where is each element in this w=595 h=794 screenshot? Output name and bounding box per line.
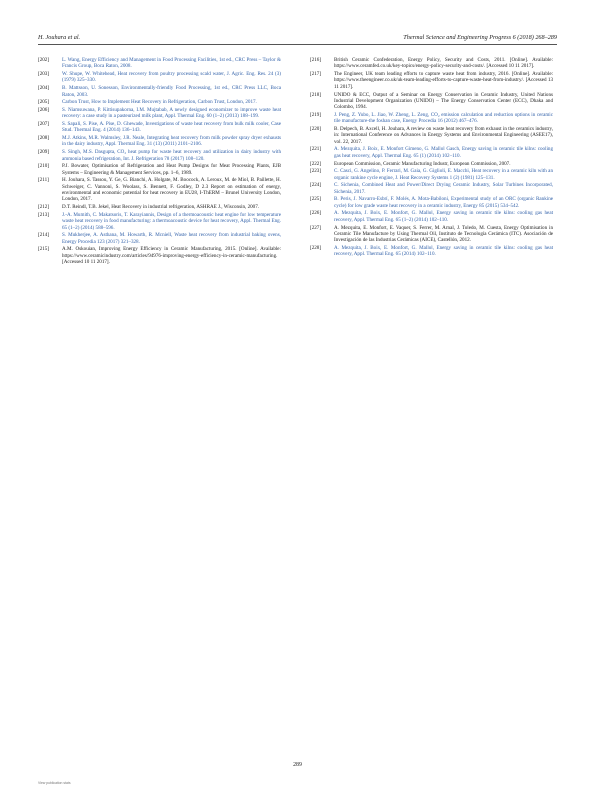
reference-item[interactable]: [38, 85, 281, 98]
references-left-column: [38, 57, 281, 267]
reference-text: P.J. Bowater, Optimisation of Refrigeration and Heat Pump Designs for Meat Processing Plants, EJB Systems – Engineering & Management Services, pp. 1–6, 1989.: [62, 163, 281, 176]
reference-number: [213]: [38, 211, 50, 218]
reference-item: [38, 246, 281, 265]
reference-link[interactable]: B. Peris, J. Navarro-Esbrí, F. Molés, A. Mota-Babiloni, Experimental study of an ORC (organic Rankine cycle) for low grade waste heat recovery in a ceramic industry, Energy 85 (2015) 534–542.: [334, 196, 553, 209]
reference-link[interactable]: C. Casci, G. Angelino, P. Ferrari, M. Gaia, G. Giglioli, E. Macchi, Heat recovery in a ceramic kiln with an organic rankine cycle engine, J. Heat Recovery Systems 1 (2) (1981) 125–131.: [334, 168, 553, 181]
reference-item: [310, 126, 553, 145]
view-publication-stats-link[interactable]: View publication stats: [38, 781, 71, 785]
reference-text: H. Jouhara, S. Tassou, Y. Ge, G. Bianchi, A. Holgate, M. Boocock, A. Leroux, M. de Miol, B. Paillette, H. Schweiger, C. Vannoni, S. Woolass, S. Bennett, F. Godley, D 2.3 Report on estimation of energy, environmental and economic potential for heat recovery in EU28, I-ThERM – Brunel University London, London, 2017.: [62, 177, 281, 203]
header-rule: [38, 44, 557, 45]
reference-link[interactable]: A. Mezquita, J. Boix, E. Monfort, G. Mallol, Energy saving in ceramic tile kilns: cooling gas heat recovery, Appl. Thermal Eng. 65 (1–2) (2014) 102–110.: [334, 210, 553, 223]
reference-item: [38, 177, 281, 202]
reference-link[interactable]: S. Niamsuwana, P. Kittisupakorna, I.M. Mujtabab, A newly designed economizer to improve waste heat recovery: a case study in a pasteurized milk plant, Appl. Thermal Eng. 60 (1–2) (2013) 188–199.: [62, 106, 281, 120]
reference-link[interactable]: Carbon Trust, How to Implement Heat Recovery in Refrigeration, Carbon Trust, London, 2017.: [62, 99, 257, 106]
reference-text: The Engineer, UK team leading efforts to capture waste heat from industry, 2016. [Online]. Available: https://www.theengineer.co.uk/uk-team-leading-efforts-to-capture-waste-heat-from-industry/. [Accessed 13 11 2017].: [334, 71, 553, 90]
reference-text: A.M. Oskouian, Improving Energy Efficiency in Ceramic Manufacturing, 2015. [Online]. Available: https://www.ceramicindustry.com/articles/94976-improving-energy-efficiency-in-ceramic-manufacturing. [Accessed 10 11 2017].: [62, 246, 281, 266]
reference-number: [223]: [310, 168, 322, 175]
reference-text: B. Delpech, B. Axcell, H. Jouhara, A review on waste heat recovery from exhaust in the ceramics industry, in: International Conference on Advances in Energy Systems and Environmental Engineering (ASEE17), vol. 22, 2017.: [334, 126, 553, 145]
reference-number: [224]: [310, 182, 322, 189]
reference-number: [210]: [38, 163, 50, 170]
reference-item: [310, 225, 553, 244]
reference-text: A. Mezquita, E. Monfort, E. Vaquer, S. Ferrer, M. Arnal, J. Toledo, M. Cuesta, Energy Optimisation in Ceramic Tile Manufacture by Using Thermal Oil, Instituto de Tecnología Cerámica (ITC). Asociación de Investigación de las Industrias Cerámicas (AICE), Castellón, 2012.: [334, 224, 553, 244]
reference-item: [38, 163, 281, 176]
reference-item[interactable]: [310, 245, 553, 258]
reference-link[interactable]: B. Mattsson, U. Sonesson, Environmentally-friendly Food Processing, 1st ed., CRC Press LLC, Boca Raton, 2003.: [62, 85, 281, 98]
reference-item[interactable]: [38, 232, 281, 245]
reference-item[interactable]: [310, 196, 553, 209]
reference-number: [225]: [310, 196, 322, 203]
running-header-journal: Thermal Science and Engineering Progress 6 (2018) 268–289: [403, 34, 557, 41]
reference-item[interactable]: [38, 149, 281, 162]
reference-link[interactable]: W. Shupe, W. Whitehead, Heat recovery from poultry processing scald water, J. Agric. Eng. Res. 24 (3) (1979) 325–330.: [62, 71, 281, 84]
reference-text: D.T. Reindl, T.B. Jekel, Heat Recovery in industrial refrigeration, ASHRAE J., Wisconsin, 2007.: [62, 204, 260, 211]
reference-item: [310, 161, 553, 167]
reference-text: European Commission, Ceramic Manufacturing Industr, European Commission, 2007.: [334, 160, 511, 167]
reference-text: British Ceramic Confederation, Energy Policy, Security and Costs, 2011. [Online]. Available: https://www.ceramfed.co.uk/key-topics/energy-policy-security-and-costs/. [Accessed 10 11 2017].: [334, 57, 553, 70]
reference-number: [203]: [38, 71, 50, 78]
reference-item[interactable]: [38, 107, 281, 120]
reference-link[interactable]: S. Sapali, S. Pise, A. Pise, D. Ghewade, Investigations of waste heat recovery from bulk milk cooler, Case Stud. Thermal Eng. 4 (2014) 136–143.: [62, 121, 281, 134]
reference-number: [221]: [310, 146, 322, 153]
reference-item[interactable]: [310, 168, 553, 181]
reference-item[interactable]: [310, 112, 553, 125]
reference-number: [220]: [310, 126, 322, 132]
reference-item[interactable]: [38, 57, 281, 70]
running-header-authors: H. Jouhara et al.: [38, 34, 81, 41]
reference-number: [226]: [310, 210, 322, 217]
reference-item: [310, 92, 553, 111]
reference-number: [219]: [310, 111, 322, 118]
reference-number: [205]: [38, 99, 50, 106]
reference-item[interactable]: [38, 99, 281, 105]
reference-link[interactable]: A. Mezquita, J. Boix, E. Monfort, G. Mallol, Energy saving in ceramic tile kilns: cooling gas heat recovery, Appl. Thermal Eng. 65 (2014) 102–110.: [334, 244, 553, 258]
reference-number: [214]: [38, 232, 50, 239]
reference-link[interactable]: L. Wang, Energy Efficiency and Management in Food Processing Facilities, 1st ed., CRC Press – Taylor & Francis Group, Boca Raton, 2008.: [62, 57, 281, 70]
reference-item[interactable]: [310, 182, 553, 195]
reference-number: [218]: [310, 91, 322, 98]
reference-link[interactable]: A. Mezquita, J. Boix, E. Monfort Gimeno, G. Mallol Gasch, Energy saving in ceramic tile kilns: cooling gas heat recovery, Appl. Thermal Eng. 65 (1) (2014) 102–110.: [334, 146, 553, 159]
reference-number: [208]: [38, 135, 50, 142]
reference-item[interactable]: [38, 71, 281, 84]
reference-item[interactable]: [38, 135, 281, 148]
reference-number: [222]: [310, 160, 322, 167]
reference-number: [207]: [38, 121, 50, 128]
reference-link[interactable]: J. Peng, Z. Yubo, L. Jiao, W. Zheng, L. Zeng, CO₂ emission calculation and reduction options in ceramic tile manufacture-the foshan case, Energy Procedia 16 (2012) 467–476.: [334, 111, 553, 125]
reference-item[interactable]: [310, 146, 553, 159]
references-right-column: [310, 57, 553, 259]
reference-item: [310, 71, 553, 90]
reference-link[interactable]: M.J. Atkins, M.R. Walmsley, J.R. Neale, Integrating heat recovery from milk powder spray dryer exhausts in the dairy industry, Appl. Thermal Eng. 31 (13) (2011) 2101–2106.: [62, 135, 281, 148]
reference-item[interactable]: [38, 212, 281, 231]
reference-link[interactable]: S. Mukherjee, A. Asthana, M. Howarth, R. Mcniell, Waste heat recovery from industrial baking ovens, Energy Procedia 123 (2017) 321–328.: [62, 232, 281, 245]
reference-link[interactable]: J.-A. Mumith, C. Makatsoris, T. Karayiannis, Design of a thermoacoustic heat engine for low temperature waste heat recovery in food manufacturing: a thermoacoustic device for heat recovery, Appl. Thermal Eng. 65 (1–2) (2014) 588–596.: [62, 211, 281, 231]
reference-number: [217]: [310, 71, 322, 78]
reference-number: [227]: [310, 224, 322, 231]
reference-item[interactable]: [310, 210, 553, 223]
reference-number: [202]: [38, 57, 50, 63]
reference-number: [206]: [38, 106, 50, 113]
reference-number: [216]: [310, 57, 322, 63]
reference-number: [228]: [310, 244, 322, 251]
reference-number: [215]: [38, 246, 50, 253]
reference-number: [209]: [38, 149, 50, 156]
reference-link[interactable]: S. Singh, M.S. Dasgupta, CO₂ heat pump for waste heat recovery and utilization in dairy industry with ammonia based refrigeration, Int. J. Refrigeration 78 (2017) 108–120.: [62, 149, 281, 162]
page-number: 289: [293, 762, 302, 768]
reference-number: [212]: [38, 204, 50, 211]
reference-item: [38, 204, 281, 210]
reference-text: UNIDO & ECC, Output of a Seminar on Energy Conservation in Ceramic Industry, United Nations Industrial Development Organization (UNIDO) – The Energy Conservation Center (ECC), Dhaka and Colombo, 1994.: [334, 91, 553, 111]
reference-link[interactable]: C. Sichenia, Combined Heat and Power/Direct Drying Ceramic Industry, Solar Turbines Incorporated, Sichenia, 2017.: [334, 182, 553, 195]
reference-item: [310, 57, 553, 70]
reference-number: [211]: [38, 177, 49, 184]
reference-item[interactable]: [38, 121, 281, 134]
reference-number: [204]: [38, 85, 50, 92]
